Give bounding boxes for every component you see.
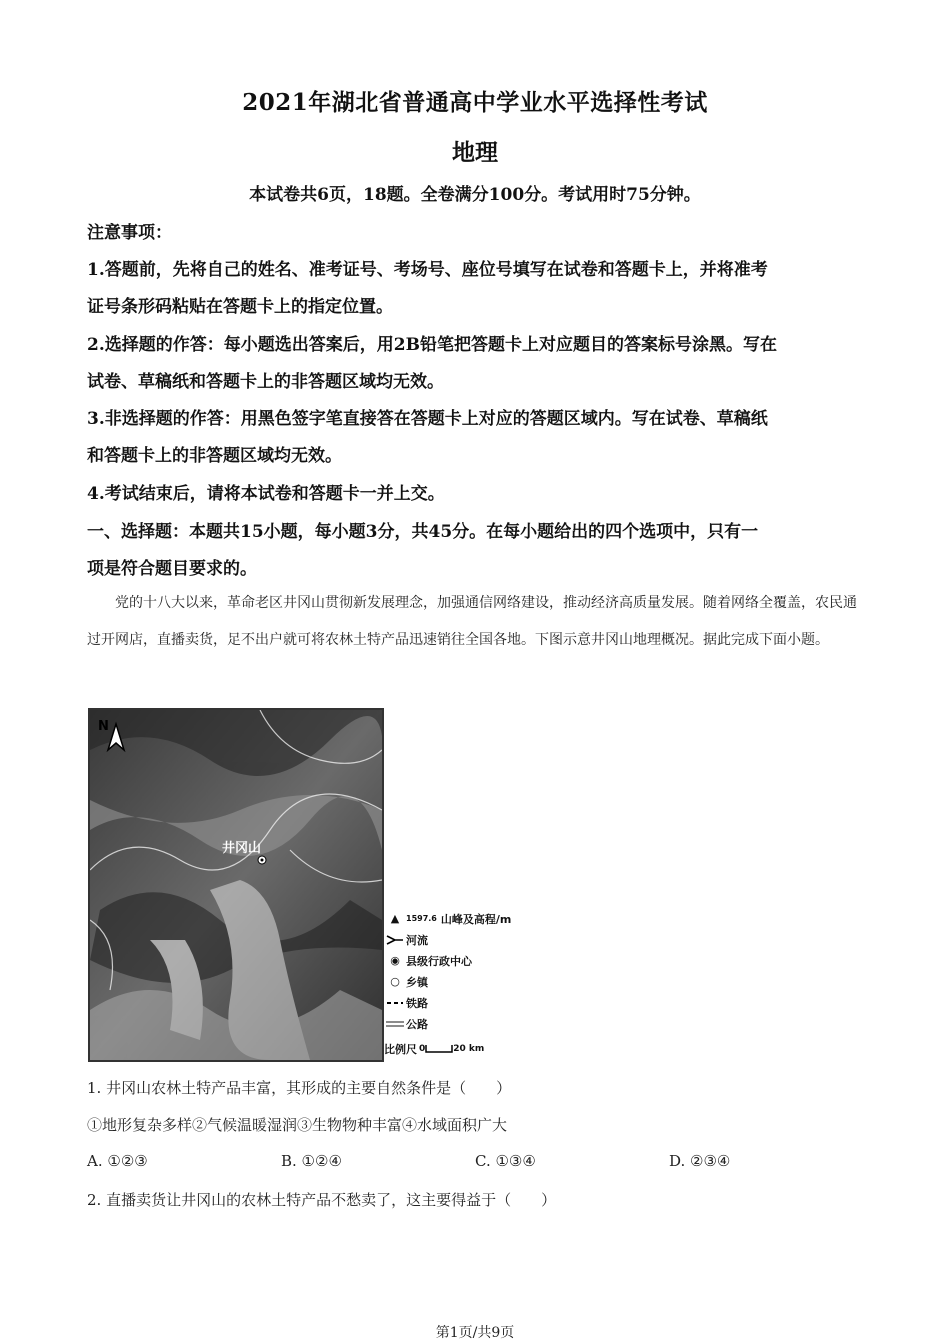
legend-scale [384,1038,544,1059]
legend-label: 铁路 [406,996,428,1010]
north-label: N [98,719,109,734]
legend-county-center [384,950,544,971]
notice-line: 试卷、草稿纸和答题卡上的非答题区域均无效。 [87,372,444,392]
legend-peak [384,908,544,929]
county-center-icon: ◉ [390,954,400,967]
legend-label: 河流 [406,933,428,947]
legend-highway [384,1013,544,1034]
exam-info: 本试卷共6页，18题。全卷满分100分。考试用时75分钟。 [249,185,701,205]
scale-zero: 0 [419,1043,426,1054]
notice-heading: 注意事项： [87,223,172,243]
question-1-stem: 1. 井冈山农林土特产品丰富，其形成的主要自然条件是（ ） [87,1079,512,1097]
exam-title: 2021年湖北省普通高中学业水平选择性考试 [242,89,708,116]
legend-town [384,971,544,992]
scale-bar-icon [425,1044,453,1054]
legend-label: 县级行政中心 [406,954,472,968]
scale-label: 比例尺 [384,1042,417,1056]
legend-label: 山峰及高程/m [440,912,512,926]
notice-line: 和答题卡上的非答题区域均无效。 [87,446,342,466]
subject-title: 地理 [452,139,498,166]
question-2-stem: 2. 直播卖货让井冈山的农林土特产品不愁卖了，这主要得益于（ ） [87,1191,557,1209]
notice-line: 3.非选择题的作答：用黑色签字笔直接答在答题卡上对应的答题区域内。写在试卷、草稿纸 [87,409,768,429]
option-c: C. ①③④ [475,1152,536,1170]
river-icon [384,935,406,945]
scale-value: 20 km [453,1043,485,1054]
peak-value: 1597.6 [406,914,437,923]
passage: 党的十八大以来，革命老区井冈山贯彻新发展理念，加强通信网络建设，推动经济高质量发展。随着网络全覆盖，农民通过开网店，直播卖货，足不出户就可将农林土特产品迅速销往全国各地。下图示意井冈山地理概况。据此完成下面小题。 [87,595,857,648]
jinggangshan-place-label: 井冈山 [222,841,262,856]
section-heading: 项是符合题目要求的。 [87,559,257,579]
railway-icon [384,1000,406,1006]
notice-line: 1.答题前，先将自己的姓名、准考证号、考场号、座位号填写在试卷和答题卡上，并将准考 [87,260,768,280]
notice-line: 证号条形码粘贴在答题卡上的指定位置。 [87,297,393,317]
page-footer: 第1页/共9页 [435,1325,515,1341]
notice-line: 2.选择题的作答：每小题选出答案后，用2B铅笔把答题卡上对应题目的答案标号涂黑。写在 [87,335,777,355]
option-d: D. ②③④ [669,1152,731,1170]
option-b: B. ①②④ [281,1152,342,1170]
question-1-statement: ①地形复杂多样②气候温暖湿润③生物物种丰富④水域面积广大 [87,1116,508,1134]
section-heading: 一、选择题：本题共15小题，每小题3分，共45分。在每小题给出的四个选项中，只有一 [87,522,759,542]
map-legend [384,908,544,1059]
legend-label: 乡镇 [406,975,428,989]
peak-triangle-icon: ▲ [390,912,400,925]
jinggangshan-map [88,708,384,1062]
legend-label: 公路 [406,1017,428,1031]
option-a: A. ①②③ [87,1152,148,1170]
legend-river [384,929,544,950]
highway-icon [384,1020,406,1028]
legend-railway [384,992,544,1013]
town-icon: ○ [390,975,400,988]
notice-line: 4.考试结束后，请将本试卷和答题卡一并上交。 [87,484,445,504]
